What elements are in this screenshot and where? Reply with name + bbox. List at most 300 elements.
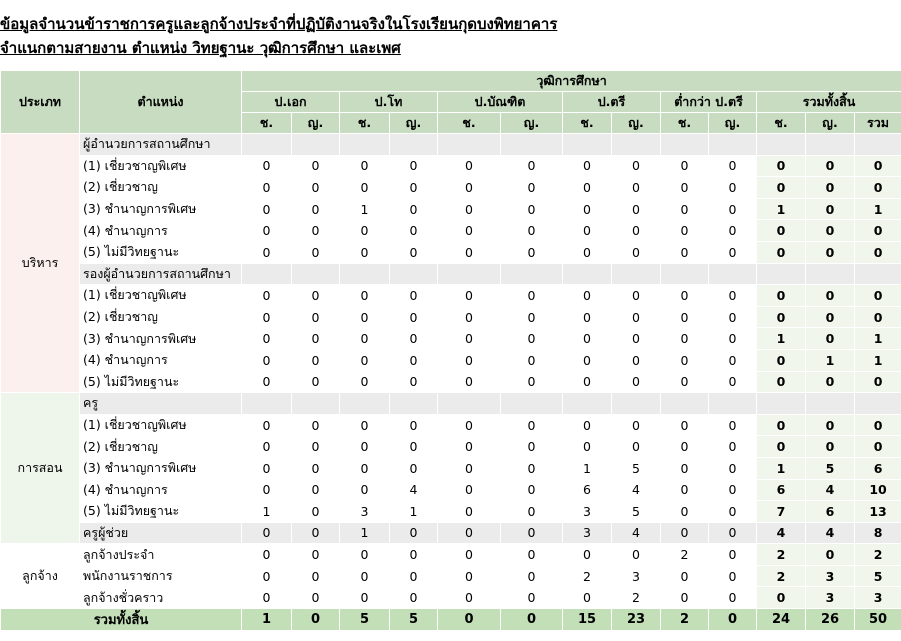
value-cell: 0	[563, 328, 612, 350]
group-empty-cell	[340, 134, 390, 156]
group-empty-cell	[661, 134, 709, 156]
grand-total-cell: 1	[242, 609, 292, 631]
value-cell: 0	[661, 371, 709, 393]
total-cell: 0	[757, 155, 806, 177]
table-row	[1, 241, 901, 263]
total-cell: 0	[855, 177, 901, 199]
value-cell: 0	[340, 306, 390, 328]
value-cell: 0	[661, 565, 709, 587]
header-male: ช.	[661, 113, 709, 134]
header-female: ญ.	[292, 113, 340, 134]
group-empty-cell	[661, 263, 709, 285]
total-cell: 0	[757, 349, 806, 371]
value-cell: 0	[292, 501, 340, 523]
row-label: (1) เชี่ยวชาญพิเศษ	[80, 285, 242, 307]
header-female: ญ.	[390, 113, 438, 134]
header-male: ช.	[438, 113, 501, 134]
value-cell: 0	[709, 371, 757, 393]
value-cell: 0	[242, 155, 292, 177]
value-cell: 0	[501, 349, 563, 371]
title-line-1: ข้อมูลจำนวนข้าราชการครูและลูกจ้างประจำที่ปฏิบัติงานจริงในโรงเรียนกุดบงพิทยาคาร	[0, 15, 558, 33]
value-cell: 0	[438, 457, 501, 479]
value-cell: 0	[242, 220, 292, 242]
value-cell: 0	[292, 436, 340, 458]
value-cell: 0	[438, 414, 501, 436]
group-empty-cell	[390, 263, 438, 285]
value-cell: 0	[242, 436, 292, 458]
value-cell: 0	[501, 177, 563, 199]
total-cell: 0	[757, 306, 806, 328]
total-cell: 6	[855, 457, 901, 479]
value-cell: 0	[709, 285, 757, 307]
value-cell: 0	[390, 544, 438, 566]
value-cell: 0	[612, 241, 661, 263]
header-level-total: รวมทั้งสิ้น	[757, 92, 901, 113]
header-female: ญ.	[709, 113, 757, 134]
value-cell: 0	[661, 436, 709, 458]
total-cell: 4	[757, 522, 806, 544]
value-cell: 0	[292, 155, 340, 177]
value-cell: 0	[661, 198, 709, 220]
value-cell: 0	[501, 285, 563, 307]
group-empty-cell	[242, 134, 292, 156]
value-cell: 0	[242, 198, 292, 220]
value-cell: 0	[709, 155, 757, 177]
value-cell: 5	[612, 501, 661, 523]
group-empty-cell	[292, 393, 340, 415]
value-cell: 0	[709, 544, 757, 566]
header-level-master: ป.โท	[340, 92, 438, 113]
value-cell: 0	[390, 306, 438, 328]
value-cell: 0	[612, 306, 661, 328]
value-cell: 0	[292, 479, 340, 501]
header-male: ช.	[563, 113, 612, 134]
value-cell: 1	[390, 501, 438, 523]
value-cell: 0	[709, 565, 757, 587]
group-label: ผู้อำนวยการสถานศึกษา	[80, 134, 242, 156]
value-cell: 0	[340, 328, 390, 350]
header-type: ประเภท	[1, 71, 80, 134]
value-cell: 0	[438, 285, 501, 307]
total-cell: 5	[855, 565, 901, 587]
value-cell: 0	[292, 371, 340, 393]
value-cell: 0	[501, 565, 563, 587]
value-cell: 0	[661, 177, 709, 199]
group-empty-cell	[563, 263, 612, 285]
value-cell: 0	[340, 565, 390, 587]
value-cell: 0	[612, 198, 661, 220]
value-cell: 0	[563, 349, 612, 371]
value-cell: 0	[390, 241, 438, 263]
total-cell: 8	[855, 522, 901, 544]
value-cell: 0	[390, 457, 438, 479]
group-empty-cell	[757, 134, 806, 156]
value-cell: 0	[501, 241, 563, 263]
total-cell: 0	[757, 241, 806, 263]
group-empty-cell	[806, 263, 855, 285]
group-empty-cell	[709, 134, 757, 156]
total-cell: 0	[806, 306, 855, 328]
value-cell: 0	[709, 436, 757, 458]
value-cell: 0	[709, 349, 757, 371]
value-cell: 0	[340, 220, 390, 242]
value-cell: 0	[563, 371, 612, 393]
value-cell: 1	[340, 522, 390, 544]
grand-total-cell: 5	[390, 609, 438, 631]
value-cell: 0	[709, 457, 757, 479]
value-cell: 0	[292, 522, 340, 544]
value-cell: 0	[340, 436, 390, 458]
total-cell: 0	[855, 285, 901, 307]
value-cell: 0	[340, 177, 390, 199]
group-empty-cell	[855, 134, 901, 156]
header-female: ญ.	[501, 113, 563, 134]
value-cell: 0	[242, 177, 292, 199]
total-cell: 2	[855, 544, 901, 566]
value-cell: 0	[390, 285, 438, 307]
total-cell: 6	[757, 479, 806, 501]
value-cell: 0	[242, 587, 292, 609]
value-cell: 0	[661, 241, 709, 263]
value-cell: 0	[501, 436, 563, 458]
value-cell: 0	[563, 241, 612, 263]
total-cell: 0	[806, 436, 855, 458]
group-empty-cell	[709, 393, 757, 415]
group-empty-cell	[438, 134, 501, 156]
total-cell: 0	[806, 371, 855, 393]
row-label: (1) เชี่ยวชาญพิเศษ	[80, 414, 242, 436]
value-cell: 0	[390, 198, 438, 220]
value-cell: 0	[563, 198, 612, 220]
value-cell: 0	[242, 241, 292, 263]
total-cell: 0	[855, 436, 901, 458]
total-cell: 0	[806, 241, 855, 263]
value-cell: 0	[501, 306, 563, 328]
value-cell: 0	[438, 522, 501, 544]
group-empty-cell	[563, 134, 612, 156]
value-cell: 0	[709, 220, 757, 242]
value-cell: 0	[563, 220, 612, 242]
total-cell: 0	[806, 198, 855, 220]
value-cell: 0	[292, 306, 340, 328]
row-label: (2) เชี่ยวชาญ	[80, 306, 242, 328]
group-empty-cell	[806, 134, 855, 156]
value-cell: 0	[501, 457, 563, 479]
value-cell: 5	[612, 457, 661, 479]
value-cell: 0	[340, 587, 390, 609]
row-label: (2) เชี่ยวชาญ	[80, 177, 242, 199]
grand-total-cell: 5	[340, 609, 390, 631]
total-cell: 3	[806, 565, 855, 587]
value-cell: 0	[340, 414, 390, 436]
value-cell: 0	[390, 371, 438, 393]
value-cell: 0	[340, 371, 390, 393]
total-cell: 0	[855, 241, 901, 263]
total-cell: 6	[806, 501, 855, 523]
value-cell: 0	[661, 220, 709, 242]
value-cell: 0	[501, 220, 563, 242]
value-cell: 0	[563, 544, 612, 566]
total-cell: 10	[855, 479, 901, 501]
total-cell: 0	[806, 328, 855, 350]
value-cell: 0	[563, 414, 612, 436]
value-cell: 6	[563, 479, 612, 501]
value-cell: 0	[292, 220, 340, 242]
value-cell: 0	[242, 349, 292, 371]
total-cell: 0	[855, 155, 901, 177]
value-cell: 0	[438, 155, 501, 177]
header-education: วุฒิการศึกษา	[242, 71, 901, 92]
group-empty-cell	[501, 393, 563, 415]
table-row	[1, 371, 901, 393]
value-cell: 0	[292, 198, 340, 220]
total-cell: 4	[806, 479, 855, 501]
value-cell: 0	[242, 414, 292, 436]
header-male: ช.	[340, 113, 390, 134]
table-row	[1, 479, 901, 501]
total-cell: 0	[757, 587, 806, 609]
total-cell: 1	[806, 349, 855, 371]
value-cell: 0	[292, 587, 340, 609]
total-cell: 0	[757, 220, 806, 242]
table-row	[1, 155, 901, 177]
value-cell: 0	[709, 479, 757, 501]
total-cell: 0	[855, 414, 901, 436]
total-cell: 4	[806, 522, 855, 544]
value-cell: 0	[563, 436, 612, 458]
value-cell: 0	[501, 544, 563, 566]
value-cell: 0	[242, 306, 292, 328]
value-cell: 0	[501, 155, 563, 177]
value-cell: 0	[390, 220, 438, 242]
value-cell: 0	[438, 436, 501, 458]
grand-total-cell: 50	[855, 609, 901, 631]
value-cell: 1	[340, 198, 390, 220]
total-cell: 3	[855, 587, 901, 609]
value-cell: 0	[661, 479, 709, 501]
total-cell: 0	[855, 371, 901, 393]
value-cell: 0	[563, 155, 612, 177]
table-row	[1, 198, 901, 220]
value-cell: 0	[340, 457, 390, 479]
table-row	[1, 565, 901, 587]
group-empty-cell	[806, 393, 855, 415]
row-label: (1) เชี่ยวชาญพิเศษ	[80, 155, 242, 177]
group-empty-cell	[438, 393, 501, 415]
group-empty-cell	[612, 263, 661, 285]
value-cell: 0	[340, 241, 390, 263]
value-cell: 0	[390, 328, 438, 350]
grand-total-label: รวมทั้งสิ้น	[1, 609, 242, 631]
value-cell: 0	[242, 328, 292, 350]
group-label: ครู	[80, 393, 242, 415]
value-cell: 0	[292, 328, 340, 350]
group-empty-cell	[661, 393, 709, 415]
value-cell: 0	[438, 587, 501, 609]
value-cell: 0	[292, 565, 340, 587]
group-empty-cell	[757, 393, 806, 415]
table-row	[1, 544, 901, 566]
value-cell: 3	[563, 501, 612, 523]
total-cell: 3	[806, 587, 855, 609]
value-cell: 0	[563, 587, 612, 609]
value-cell: 1	[563, 457, 612, 479]
title-line-2: จำแนกตามสายงาน ตำแหน่ง วิทยฐานะ วุฒิการศึกษา และเพศ	[0, 39, 401, 57]
value-cell: 0	[292, 457, 340, 479]
value-cell: 0	[340, 155, 390, 177]
value-cell: 0	[501, 198, 563, 220]
value-cell: 0	[292, 241, 340, 263]
value-cell: 0	[292, 414, 340, 436]
table-row	[1, 436, 901, 458]
value-cell: 0	[340, 349, 390, 371]
header-male: ช.	[757, 113, 806, 134]
table-row	[1, 177, 901, 199]
value-cell: 0	[438, 198, 501, 220]
total-cell: 0	[806, 414, 855, 436]
value-cell: 0	[501, 479, 563, 501]
value-cell: 0	[612, 544, 661, 566]
group-empty-cell	[612, 134, 661, 156]
row-label: (3) ชำนาญการพิเศษ	[80, 198, 242, 220]
value-cell: 0	[242, 565, 292, 587]
value-cell: 0	[661, 457, 709, 479]
group-empty-cell	[390, 134, 438, 156]
value-cell: 4	[612, 479, 661, 501]
value-cell: 0	[292, 544, 340, 566]
header-female: ญ.	[806, 113, 855, 134]
group-empty-cell	[501, 263, 563, 285]
table-row	[1, 285, 901, 307]
value-cell: 0	[661, 285, 709, 307]
total-cell: 7	[757, 501, 806, 523]
value-cell: 0	[242, 371, 292, 393]
value-cell: 0	[242, 479, 292, 501]
value-cell: 2	[612, 587, 661, 609]
value-cell: 0	[709, 522, 757, 544]
value-cell: 0	[501, 501, 563, 523]
group-empty-cell	[709, 263, 757, 285]
value-cell: 0	[612, 371, 661, 393]
value-cell: 0	[340, 285, 390, 307]
value-cell: 0	[501, 414, 563, 436]
section-type: การสอน	[1, 393, 80, 544]
group-empty-cell	[340, 263, 390, 285]
value-cell: 0	[661, 522, 709, 544]
row-label: พนักงานราชการ	[80, 565, 242, 587]
total-cell: 2	[757, 565, 806, 587]
row-label: (5) ไม่มีวิทยฐานะ	[80, 501, 242, 523]
value-cell: 0	[390, 349, 438, 371]
value-cell: 0	[390, 177, 438, 199]
value-cell: 0	[661, 501, 709, 523]
group-empty-cell	[757, 263, 806, 285]
value-cell: 0	[242, 544, 292, 566]
section-type: บริหาร	[1, 134, 80, 393]
grand-total-cell: 0	[292, 609, 340, 631]
group-empty-cell	[292, 263, 340, 285]
value-cell: 0	[709, 177, 757, 199]
value-cell: 0	[438, 544, 501, 566]
value-cell: 0	[292, 349, 340, 371]
value-cell: 0	[438, 306, 501, 328]
value-cell: 0	[501, 587, 563, 609]
total-cell: 5	[806, 457, 855, 479]
value-cell: 0	[438, 565, 501, 587]
value-cell: 0	[438, 220, 501, 242]
value-cell: 0	[709, 328, 757, 350]
section-type: ลูกจ้าง	[1, 544, 80, 609]
table-row	[1, 349, 901, 371]
header-position: ตำแหน่ง	[80, 71, 242, 134]
row-label: ลูกจ้างประจำ	[80, 544, 242, 566]
value-cell: 0	[390, 414, 438, 436]
value-cell: 0	[340, 479, 390, 501]
value-cell: 0	[390, 587, 438, 609]
group-empty-cell	[242, 263, 292, 285]
value-cell: 0	[612, 285, 661, 307]
value-cell: 0	[661, 349, 709, 371]
table-row	[1, 328, 901, 350]
value-cell: 0	[390, 155, 438, 177]
group-empty-cell	[390, 393, 438, 415]
table-row	[1, 457, 901, 479]
value-cell: 3	[340, 501, 390, 523]
value-cell: 2	[563, 565, 612, 587]
row-label: (5) ไม่มีวิทยฐานะ	[80, 371, 242, 393]
table-row	[1, 501, 901, 523]
value-cell: 0	[612, 177, 661, 199]
header-level-phd: ป.เอก	[242, 92, 340, 113]
grand-total-row	[1, 609, 901, 631]
value-cell: 0	[501, 371, 563, 393]
value-cell: 0	[390, 522, 438, 544]
table-row	[1, 306, 901, 328]
total-cell: 0	[757, 414, 806, 436]
grand-total-cell: 0	[709, 609, 757, 631]
value-cell: 0	[242, 522, 292, 544]
header-female: ญ.	[612, 113, 661, 134]
total-cell: 13	[855, 501, 901, 523]
group-label: รองผู้อำนวยการสถานศึกษา	[80, 263, 242, 285]
row-label: (4) ชำนาญการ	[80, 479, 242, 501]
row-label: ครูผู้ช่วย	[80, 522, 242, 544]
value-cell: 2	[661, 544, 709, 566]
group-empty-cell	[242, 393, 292, 415]
table-row	[1, 220, 901, 242]
value-cell: 0	[438, 349, 501, 371]
value-cell: 0	[563, 285, 612, 307]
table-row	[1, 414, 901, 436]
total-cell: 1	[855, 328, 901, 350]
row-label: (3) ชำนาญการพิเศษ	[80, 457, 242, 479]
row-label: (5) ไม่มีวิทยฐานะ	[80, 241, 242, 263]
group-empty-cell	[855, 263, 901, 285]
value-cell: 0	[390, 436, 438, 458]
value-cell: 0	[612, 436, 661, 458]
total-cell: 0	[757, 285, 806, 307]
value-cell: 0	[292, 285, 340, 307]
value-cell: 0	[563, 306, 612, 328]
value-cell: 0	[438, 328, 501, 350]
total-cell: 0	[806, 544, 855, 566]
total-cell: 0	[806, 220, 855, 242]
total-cell: 0	[757, 177, 806, 199]
group-empty-cell	[501, 134, 563, 156]
value-cell: 0	[501, 522, 563, 544]
total-cell: 0	[855, 306, 901, 328]
table-row	[1, 587, 901, 609]
